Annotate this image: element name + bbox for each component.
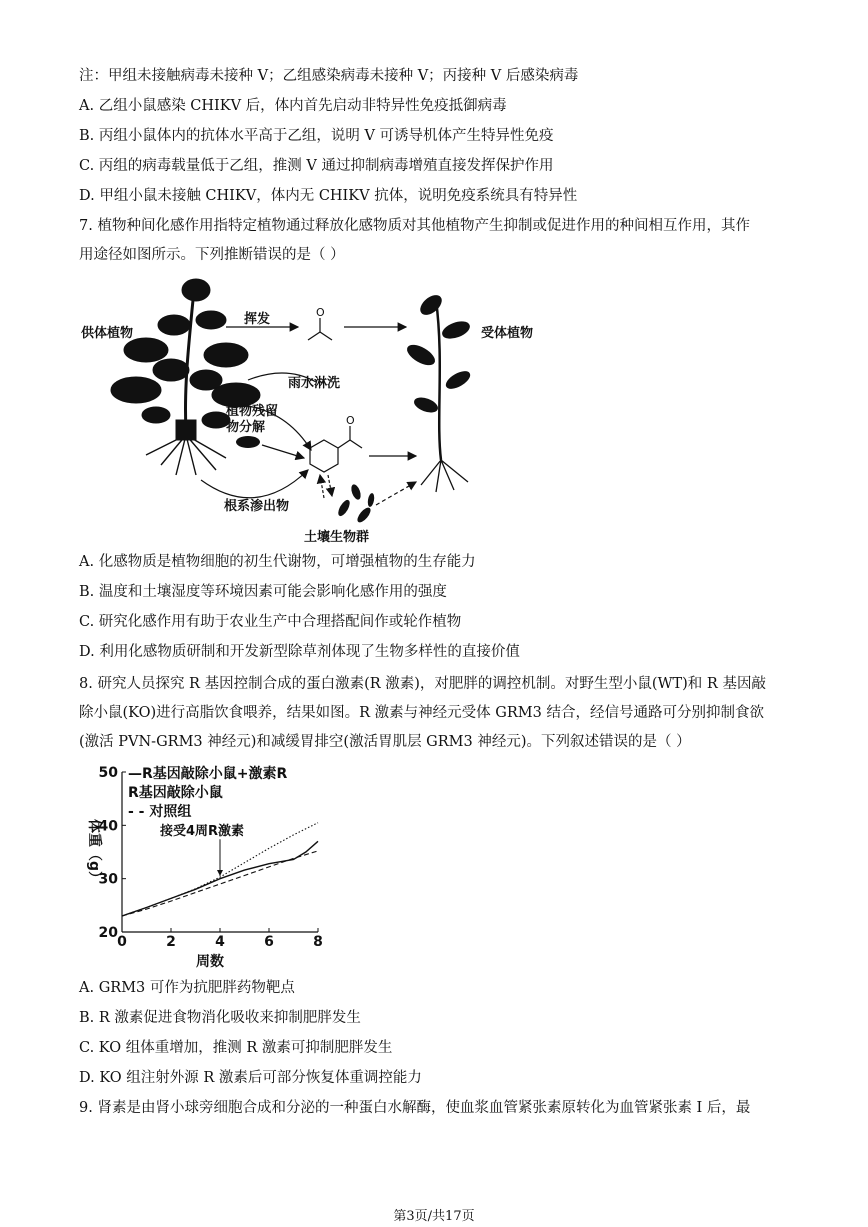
- q7-option-a: A. 化感物质是植物细胞的初生代谢物，可增强植物的生存能力: [79, 554, 476, 570]
- root-exudate-label: 根系渗出物: [224, 499, 290, 514]
- note-line: 注：甲组未接触病毒未接种 V；乙组感染病毒未接种 V；丙接种 V 后感染病毒: [79, 68, 579, 84]
- allelopathy-figure: [76, 270, 576, 545]
- y-tick-label: 30: [98, 871, 118, 888]
- q8-stem-line1: 8. 研究人员探究 R 基因控制合成的蛋白激素(R 激素)，对肥胖的调控机制。对野生型小鼠(WT)和 R 基因敲: [79, 676, 766, 692]
- receptor-plant-icon: [405, 292, 473, 492]
- q7-stem-line1: 7. 植物种间化感作用指特定植物通过释放化感物质对其他植物产生抑制或促进作用的种间相互作用，其作: [79, 218, 750, 234]
- q6-option-b: B. 丙组小鼠体内的抗体水平高于乙组，说明 V 可诱导机体产生特异性免疫: [79, 128, 554, 144]
- residue-leaf-icon: [236, 436, 260, 448]
- legend-entry-3: - - 对照组: [128, 804, 192, 820]
- q7-option-d: D. 利用化感物质研制和开发新型除草剂体现了生物多样性的直接价值: [79, 644, 520, 660]
- residue-label-line1: 植物残留: [226, 404, 279, 419]
- q6-option-a: A. 乙组小鼠感染 CHIKV 后，体内首先启动非特异性免疫抵御病毒: [79, 98, 507, 114]
- svg-text:O: O: [316, 306, 325, 319]
- q8-option-d: D. KO 组注射外源 R 激素后可部分恢复体重调控能力: [79, 1070, 422, 1086]
- residue-label-line2: 物分解: [226, 420, 266, 435]
- receptor-plant-label: 受体植物: [481, 326, 534, 341]
- annotation-label: 接受4周R激素: [160, 823, 245, 839]
- q8-option-b: B. R 激素促进食物消化吸收来抑制肥胖发生: [79, 1010, 361, 1026]
- donor-plant-label: 供体植物: [81, 326, 134, 341]
- soil-biota-icon: [336, 483, 375, 524]
- y-axis-label: 体重（g）: [86, 818, 102, 886]
- weight-chart: [74, 758, 344, 973]
- x-tick-label: 6: [264, 934, 274, 950]
- legend-entry-2: R基因敲除小鼠: [128, 785, 223, 801]
- page-footer: 第3页/共17页: [393, 1209, 475, 1224]
- donor-plant-icon: [111, 279, 260, 475]
- x-tick-label: 0: [117, 934, 127, 950]
- svg-text:O: O: [346, 414, 355, 427]
- q6-option-c: C. 丙组的病毒载量低于乙组，推测 V 通过抑制病毒增殖直接发挥保护作用: [79, 158, 554, 174]
- x-tick-label: 4: [215, 934, 225, 950]
- soil-biota-label: 土壤生物群: [304, 530, 370, 545]
- volatile-molecule-icon: [308, 306, 332, 340]
- x-tick-label: 8: [313, 934, 323, 950]
- x-tick-label: 2: [166, 934, 176, 950]
- y-tick-label: 20: [98, 925, 118, 941]
- legend-entry-1: —R基因敲除小鼠+激素R: [128, 766, 288, 782]
- q7-stem-line2: 用途径如图所示。下列推断错误的是（ ）: [79, 247, 345, 263]
- y-tick-label: 50: [98, 765, 118, 781]
- allelopathy-diagram: [76, 270, 576, 545]
- volatilize-label: 挥发: [244, 312, 271, 327]
- q8-option-c: C. KO 组体重增加，推测 R 激素可抑制肥胖发生: [79, 1040, 393, 1056]
- q9-stem-line1: 9. 肾素是由肾小球旁细胞合成和分泌的一种蛋白水解酶，使血浆血管紧张素原转化为血管紧张素 I 后，最: [79, 1100, 751, 1116]
- annotation-arrow-head: [217, 870, 223, 876]
- q8-option-a: A. GRM3 可作为抗肥胖药物靶点: [79, 980, 295, 996]
- rain-label: 雨水淋洗: [288, 376, 341, 391]
- weight-chart-svg: [74, 758, 344, 973]
- q7-option-c: C. 研究化感作用有助于农业生产中合理搭配间作或轮作植物: [79, 614, 462, 630]
- y-tick-label: 40: [98, 818, 118, 835]
- q6-option-d: D. 甲组小鼠未接触 CHIKV，体内无 CHIKV 抗体，说明免疫系统具有特异性: [79, 188, 578, 204]
- q7-option-b: B. 温度和土壤湿度等环境因素可能会影响化感作用的强度: [79, 584, 447, 600]
- q8-stem-line2: 除小鼠(KO)进行高脂饮食喂养，结果如图。R 激素与神经元受体 GRM3 结合，经信号通路可分别抑制食欲: [79, 705, 764, 721]
- x-axis-label: 周数: [196, 954, 224, 970]
- acetophenone-molecule-icon: [310, 414, 362, 472]
- q8-stem-line3: (激活 PVN-GRM3 神经元)和减缓胃排空(激活胃肌层 GRM3 神经元)。下列叙述错误的是（ ）: [79, 734, 691, 750]
